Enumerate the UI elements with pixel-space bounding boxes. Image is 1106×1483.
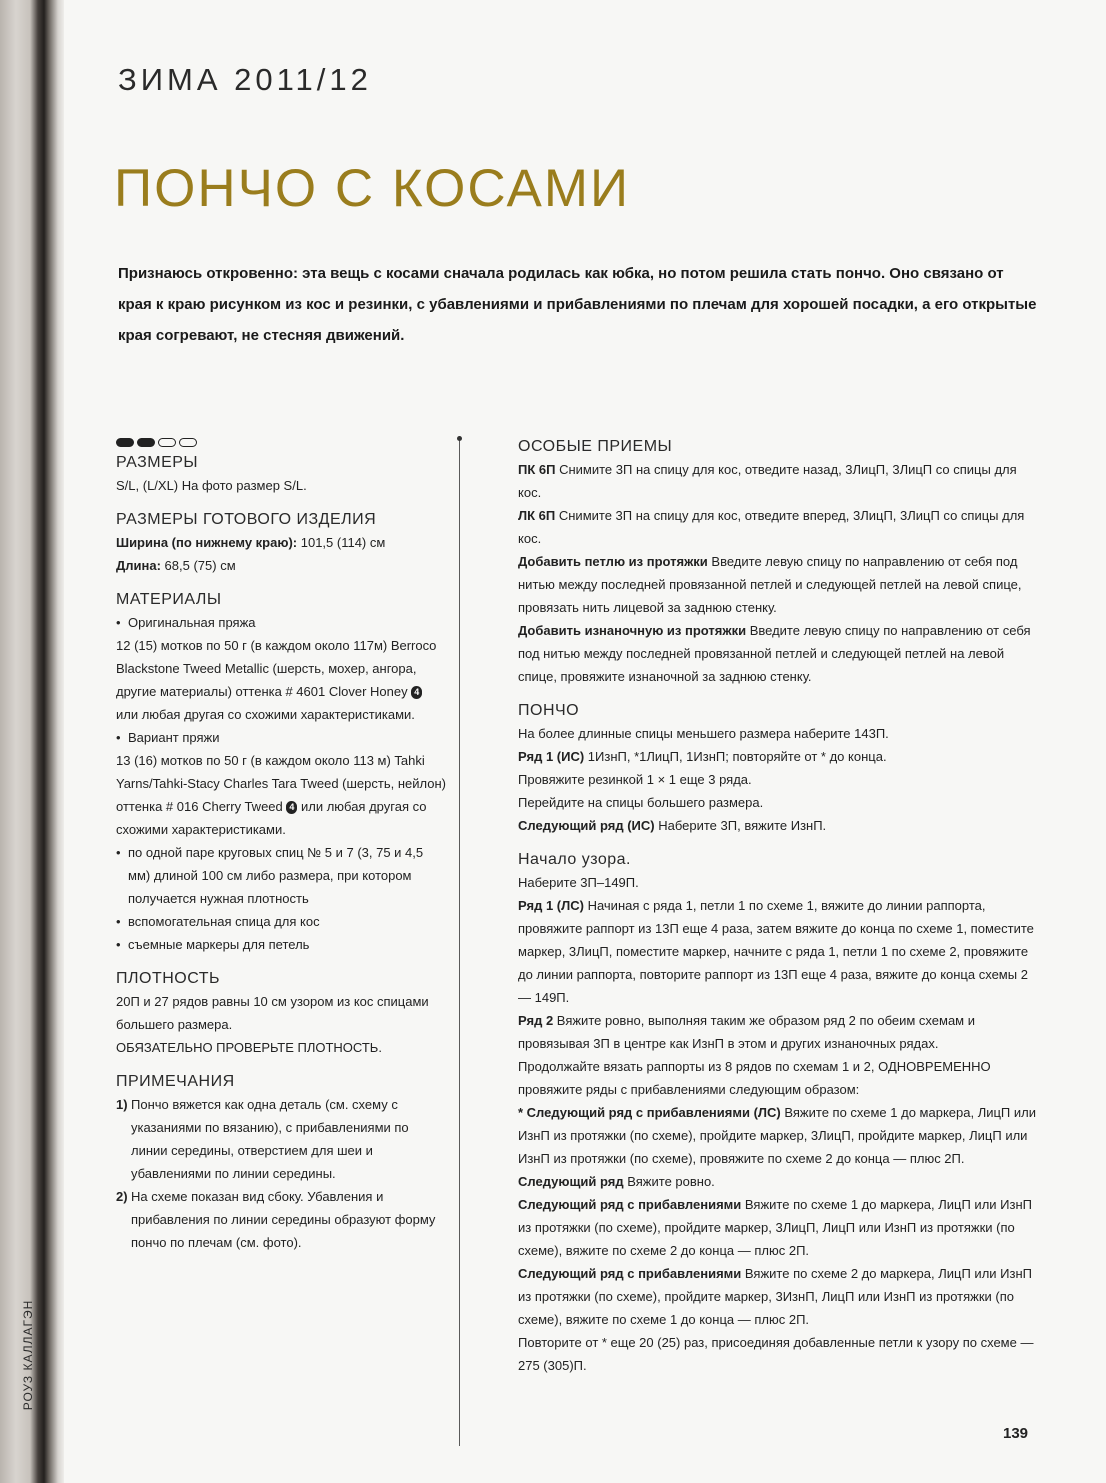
special-lk: ЛК 6П Снимите 3П на спицу для кос, отведите вперед, 3ЛицП, 3ЛицП со спицы для кос. <box>518 508 1025 546</box>
poncho-rib: Провяжите резинкой 1 × 1 еще 3 ряда. <box>518 772 752 787</box>
needles-item: • по одной паре круговых спиц № 5 и 7 (3, 75 и 4,5 мм) длиной 100 см либо размера, при котором получается нужная плотность <box>116 841 446 910</box>
pattern-continue: Продолжайте вязать раппорты из 8 рядов по схемам 1 и 2, ОДНОВРЕМЕННО провяжите ряды с прибавлениями следующим образом: <box>518 1059 991 1097</box>
finished-width: Ширина (по нижнему краю): 101,5 (114) см <box>116 535 386 550</box>
right-column <box>518 438 1043 1377</box>
alt-yarn-text: 13 (16) мотков по 50 г (в каждом около 113 м) Tahki Yarns/Tahki-Stacy Charles Tara Tweed (шерсть, нейлон) оттенка # 016 Cherry Tweed 4 или любая другая со схожими характеристиками. <box>116 753 446 837</box>
finished-heading: РАЗМЕРЫ ГОТОВОГО ИЗДЕЛИЯ <box>116 511 377 528</box>
gauge-check: ОБЯЗАТЕЛЬНО ПРОВЕРЬТЕ ПЛОТНОСТЬ. <box>116 1040 382 1055</box>
materials-heading: МАТЕРИАЛЫ <box>116 591 222 608</box>
gauge-text: 20П и 27 рядов равны 10 см узором из кос спицами большего размера. <box>116 994 429 1032</box>
pattern-even: Следующий ряд Вяжите ровно. <box>518 1174 715 1189</box>
poncho-row-1: Ряд 1 (ИС) 1ИзнП, *1ЛицП, 1ИзнП; повторяйте от * до конца. <box>518 749 887 764</box>
special-m1p: Добавить изнаночную из протяжки Введите левую спицу по направлению от себя под нитью между последней провязанной петлей и следующей петлей на левой спице, провяжите изнаночной за заднюю стенку. <box>518 623 1031 684</box>
column-divider <box>459 436 460 1446</box>
sizes-heading: РАЗМЕРЫ <box>116 454 199 471</box>
poncho-heading: ПОНЧО <box>518 702 580 719</box>
pattern-cast: Наберите 3П–149П. <box>518 875 639 890</box>
poncho-switch: Перейдите на спицы большего размера. <box>518 795 764 810</box>
gauge-heading: ПЛОТНОСТЬ <box>116 970 221 987</box>
skill-pip <box>137 438 155 447</box>
skill-pip <box>179 438 197 447</box>
intro-paragraph: Признаюсь откровенно: эта вещь с косами сначала родилась как юбка, но потом решила стать пончо. Оно связано от края к краю рисунком из кос и резинки, с убавлениями и прибавлениями по плечам для хорошей посадки, а его открытые края согревают, не стесняя движений. <box>118 265 1037 344</box>
yarn-weight-icon: 4 <box>411 686 422 699</box>
notes-heading: ПРИМЕЧАНИЯ <box>116 1073 235 1090</box>
cable-needle-item: • вспомогательная спица для кос <box>116 910 446 933</box>
note-2: 2) На схеме показан вид сбоку. Убавления и прибавления по линии середины образуют форму пончо по плечам (см. фото). <box>116 1189 436 1250</box>
alt-yarn-title: • Вариант пряжи <box>116 726 446 749</box>
page-title: ПОНЧО С КОСАМИ <box>114 159 631 218</box>
finished-length: Длина: 68,5 (75) см <box>116 558 236 573</box>
poncho-cast-on: На более длинные спицы меньшего размера наберите 143П. <box>518 726 889 741</box>
special-pk: ПК 6П Снимите 3П на спицу для кос, отведите назад, 3ЛицП, 3ЛицП со спицы для кос. <box>518 462 1017 500</box>
skill-pip <box>158 438 176 447</box>
skill-pip <box>116 438 134 447</box>
markers-item: • съемные маркеры для петель <box>116 933 446 956</box>
page-number: 139 <box>1003 1425 1029 1442</box>
side-author: РОУЗ КАЛЛАГЭН <box>21 1299 35 1411</box>
pattern-inc-1: * Следующий ряд с прибавлениями (ЛС) Вяжите по схеме 1 до маркера, ЛицП или ИзнП из протяжки (по схеме), пройдите маркер, 3ЛицП, пройдите маркер, ЛицП или ИзнП из протяжки (по схеме), провяжите по схеме 2 до конца — плюс 2П. <box>518 1105 1036 1166</box>
skill-level-icon <box>116 436 446 448</box>
poncho-next-row: Следующий ряд (ИС) Наберите 3П, вяжите ИзнП. <box>518 818 827 833</box>
orig-yarn-text: 12 (15) мотков по 50 г (в каждом около 117м) Berroco Blackstone Tweed Metallic (шерсть, мохер, ангора, другие материалы) оттенка # 4601 Clover Honey 4 или любая другая со схожими характеристиками. <box>116 638 437 722</box>
sizes-text: S/L, (L/XL) На фото размер S/L. <box>116 478 307 493</box>
pattern-row-1: Ряд 1 (ЛС) Начиная с ряда 1, петли 1 по схеме 1, вяжите до линии раппорта, провяжите раппорт из 13П еще 4 раза, затем вяжите до конца по схеме 1, поместите маркер, 3ЛицП, поместите маркер, начните с ряда 1, петли 1 по схеме 2, провяжите до линии раппорта, повторите раппорт из 13П еще 4 раза, вяжите до конца схемы 2 — 149П. <box>518 898 1034 1005</box>
left-column <box>116 436 446 1254</box>
page-binding <box>0 0 64 1483</box>
orig-yarn-title: • Оригинальная пряжа <box>116 611 446 634</box>
pattern-inc-3: Следующий ряд с прибавлениями Вяжите по схеме 2 до маркера, ЛицП или ИзнП из протяжки (по схеме), пройдите маркер, 3ИзнП, ЛицП или ИзнП из протяжки (по схеме), вяжите по схеме 1 до конца — плюс 2П. <box>518 1266 1032 1327</box>
season-heading: ЗИМА 2011/12 <box>118 62 372 97</box>
yarn-weight-icon: 4 <box>286 801 297 814</box>
pattern-row-2: Ряд 2 Вяжите ровно, выполняя таким же образом ряд 2 по обеим схемам и провязывая 3П в центре как ИзнП в этом и других изнаночных рядах. <box>518 1013 975 1051</box>
special-m1: Добавить петлю из протяжки Введите левую спицу по направлению от себя под нитью между последней провязанной петлей и следующей петлей на левой спице, провязать нить лицевой за заднюю стенку. <box>518 554 1022 615</box>
pattern-heading: Начало узора. <box>518 851 631 868</box>
note-1: 1) Пончо вяжется как одна деталь (см. схему с указаниями по вязанию), с прибавлениями по линии середины, отверстием для шеи и убавлениями по линии середины. <box>116 1097 409 1181</box>
pattern-inc-2: Следующий ряд с прибавлениями Вяжите по схеме 1 до маркера, ЛицП или ИзнП из протяжки (по схеме), пройдите маркер, 3ЛицП, ЛицП или ИзнП из протяжки (по схеме), вяжите по схеме 2 до конца — плюс 2П. <box>518 1197 1032 1258</box>
special-heading: ОСОБЫЕ ПРИЕМЫ <box>518 438 673 455</box>
pattern-repeat: Повторите от * еще 20 (25) раз, присоединяя добавленные петли к узору по схеме — 275 (305)П. <box>518 1335 1034 1373</box>
